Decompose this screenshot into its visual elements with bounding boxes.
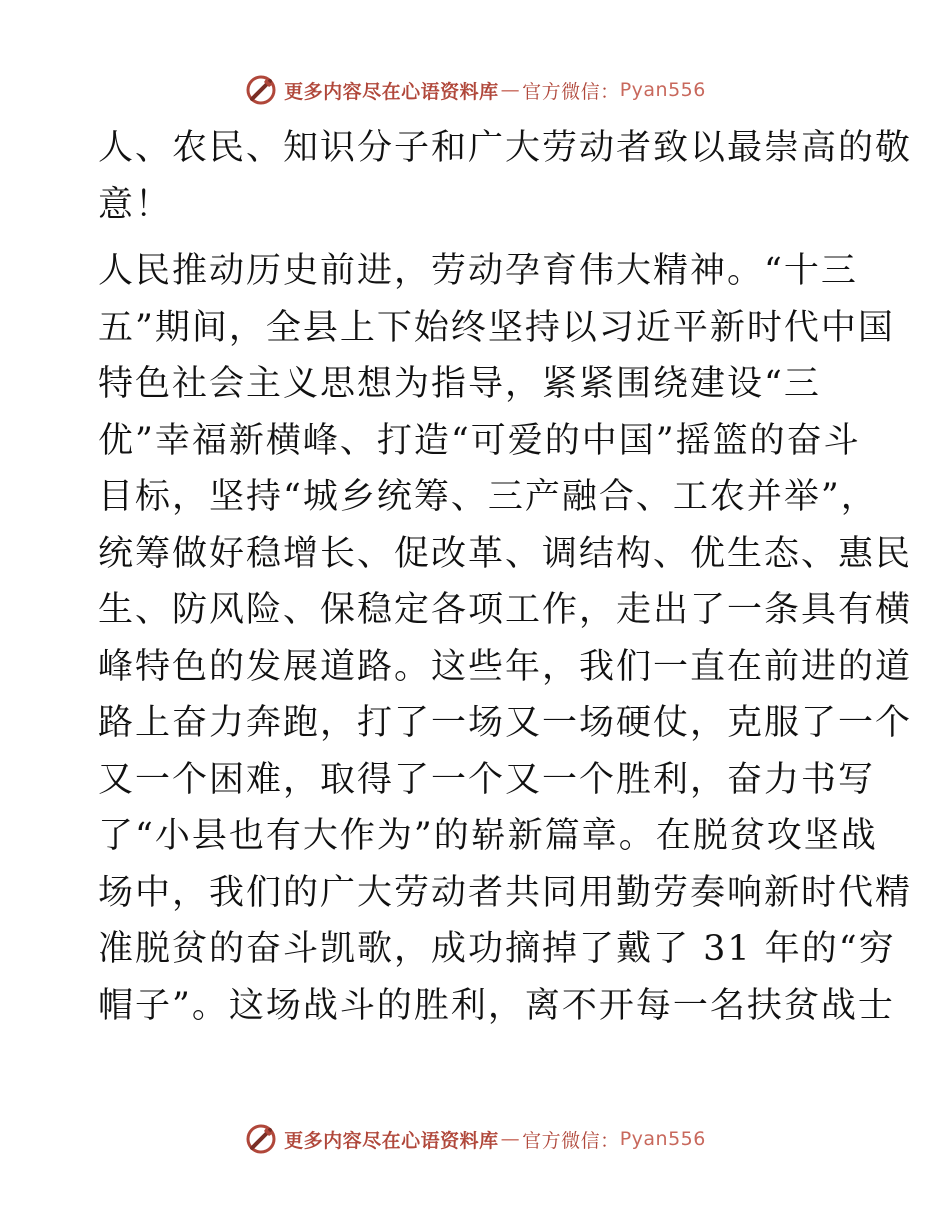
text-line: 五”期间，全县上下始终坚持以习近平新时代中国 [98, 307, 895, 348]
text-line: 生、防风险、保稳定各项工作，走出了一条具有横 [98, 590, 913, 630]
watermark-account-label: 官方微信： [522, 80, 620, 103]
paragraph-2 [98, 243, 913, 1034]
text-line: 了“小县也有大作为”的崭新篇章。在脱贫攻坚战 [98, 816, 878, 856]
text-line: 人、农民、知识分子和广大劳动者致以最崇高的敬 [98, 128, 913, 168]
text-line: 统筹做好稳增长、促改革、调结构、优生态、惠民 [98, 533, 913, 574]
text-line: 帽子”。这场战斗的胜利，离不开每一名扶贫战士 [98, 985, 895, 1026]
watermark-account: Pyan556 [619, 1128, 706, 1150]
paragraph-1 [98, 120, 913, 233]
text-line: 准脱贫的奋斗凯歌，成功摘掉了戴了 31 年的“穷 [98, 929, 896, 969]
text-line: 路上奋力奔跑，打了一场又一场硬仗，克服了一个 [98, 703, 913, 743]
text-line: 场中，我们的广大劳动者共同用勤劳奏响新时代精 [98, 872, 913, 913]
document-body [98, 120, 913, 1034]
watermark-account-label: 官方微信： [522, 1129, 620, 1152]
footer-watermark [0, 1119, 950, 1159]
pen-logo-icon [244, 73, 278, 107]
text-line: 优”幸福新横峰、打造“可爱的中国”摇篮的奋斗 [98, 420, 861, 461]
watermark-text: 更多内容尽在心语资料库 [284, 80, 499, 103]
watermark-dash: — [500, 1128, 521, 1150]
text-line: 人民推动历史前进，劳动孕育伟大精神。“十三 [98, 251, 858, 291]
text-line: 目标，坚持“城乡统筹、三产融合、工农并举”， [98, 477, 878, 517]
watermark-account: Pyan556 [619, 79, 706, 101]
text-line: 又一个困难，取得了一个又一个胜利，奋力书写 [98, 759, 876, 800]
watermark-dash: — [500, 79, 521, 101]
text-line: 意！ [98, 184, 173, 225]
watermark-text: 更多内容尽在心语资料库 [284, 1129, 499, 1152]
text-line: 特色社会主义思想为指导，紧紧围绕建设“三 [98, 364, 821, 404]
pen-logo-icon [244, 1122, 278, 1156]
text-line: 峰特色的发展道路。这些年，我们一直在前进的道 [98, 646, 913, 687]
header-watermark [0, 70, 950, 110]
